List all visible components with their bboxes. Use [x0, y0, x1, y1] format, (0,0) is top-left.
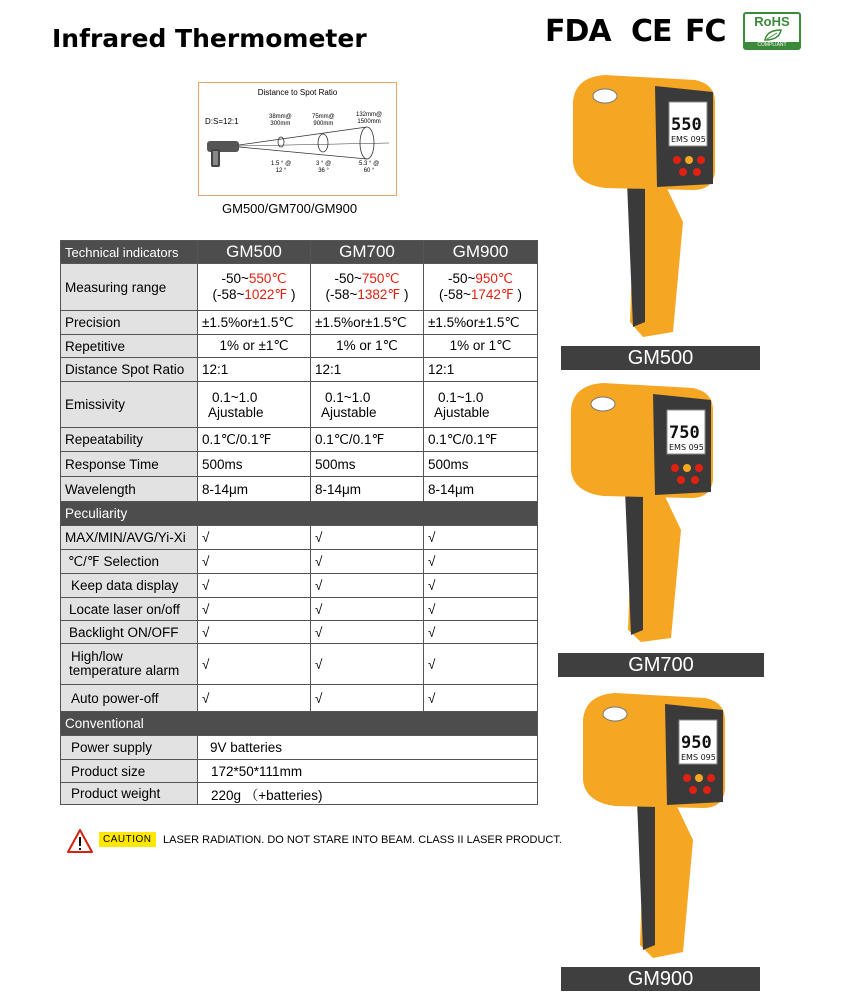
spot-3-top-label: 132mm@ 1500mm: [356, 112, 383, 125]
product-image-gm900: [575, 690, 755, 960]
range-cell: -50~550℃ (-58~1022℉ ): [198, 264, 311, 311]
thermometer-gm700-illustration: [563, 380, 743, 645]
check-mark: √: [424, 574, 538, 598]
table-row: [61, 760, 538, 783]
lcd-ems: EMS 095: [669, 443, 704, 452]
feature-label: High/low temperature alarm: [61, 644, 198, 685]
check-mark: √: [424, 621, 538, 644]
caution-badge: CAUTION: [99, 832, 156, 847]
table-row: [61, 621, 538, 644]
check-mark: √: [311, 550, 424, 574]
cell: ±1.5%or±1.5℃: [198, 311, 311, 335]
thermometer-gm500-illustration: [565, 72, 745, 337]
cell: 500ms: [424, 452, 538, 477]
header-model-gm900: GM900: [424, 241, 538, 264]
table-row: [61, 358, 538, 382]
row-label: Power supply: [61, 736, 198, 760]
row-label: Precision: [61, 311, 198, 335]
lcd-ems: EMS 095: [671, 135, 706, 144]
cell: 8-14μm: [311, 477, 424, 502]
rohs-subtitle: COMPLIANT: [745, 42, 799, 48]
cell: 1% or ±1℃: [198, 335, 311, 358]
table-row: [61, 783, 538, 805]
cell: 0.1℃/0.1℉: [311, 428, 424, 452]
ce-logo: CE: [631, 14, 672, 49]
diagram-models-caption: GM500/GM700/GM900: [222, 201, 358, 216]
header-label: Technical indicators: [61, 241, 198, 264]
feature-label: Auto power-off: [61, 685, 198, 712]
check-mark: √: [198, 621, 311, 644]
fda-logo: FDA: [545, 14, 611, 49]
cell: ±1.5%or±1.5℃: [311, 311, 424, 335]
spot-1-bottom-label: 1.5 ° @ 12 °: [271, 161, 292, 174]
header-model-gm700: GM700: [311, 241, 424, 264]
rohs-logo: [743, 12, 801, 50]
row-label: Repeatability: [61, 428, 198, 452]
check-mark: √: [311, 526, 424, 550]
feature-label: ℃/℉ Selection: [61, 550, 198, 574]
table-row: [61, 598, 538, 621]
cell: 1% or 1℃: [424, 335, 538, 358]
cell: 1% or 1℃: [311, 335, 424, 358]
table-row: [61, 335, 538, 358]
table-row: [61, 452, 538, 477]
cell: 500ms: [311, 452, 424, 477]
check-mark: √: [198, 574, 311, 598]
spec-table: [60, 240, 538, 805]
row-label: Repetitive: [61, 335, 198, 358]
check-mark: √: [198, 598, 311, 621]
check-mark: √: [424, 644, 538, 685]
cell: 12:1: [198, 358, 311, 382]
lcd-reading: 550: [671, 115, 702, 135]
emissivity-cell: 0.1~1.0 Ajustable: [311, 382, 424, 428]
check-mark: √: [198, 644, 311, 685]
cell: 12:1: [311, 358, 424, 382]
diagram-title: Distance to Spot Ratio: [257, 88, 338, 97]
row-label: Emissivity: [61, 382, 198, 428]
cell: 500ms: [198, 452, 311, 477]
cell: 172*50*111mm: [198, 760, 538, 783]
check-mark: √: [424, 598, 538, 621]
rohs-title: RoHS: [754, 14, 790, 29]
table-row: [61, 550, 538, 574]
lcd-reading: 950: [681, 733, 712, 753]
product-image-gm500: [565, 72, 745, 337]
cell: 12:1: [424, 358, 538, 382]
table-row: [61, 311, 538, 335]
section-header-conventional: [61, 712, 538, 736]
cell: 0.1℃/0.1℉: [424, 428, 538, 452]
check-mark: √: [424, 685, 538, 712]
page-title: Infrared Thermometer: [52, 24, 367, 53]
section-header-peculiarity: [61, 502, 538, 526]
diagram-ratio: D:S=12:1: [205, 117, 239, 126]
emissivity-cell: 0.1~1.0 Ajustable: [198, 382, 311, 428]
table-row: [61, 526, 538, 550]
table-header-row: [61, 241, 538, 264]
row-label: Product weight: [61, 783, 198, 805]
spot-ratio-diagram: [198, 82, 397, 196]
feature-label: Keep data display: [61, 574, 198, 598]
table-row: [61, 428, 538, 452]
table-row: [61, 477, 538, 502]
fcc-logo: FC: [685, 14, 726, 49]
header-model-gm500: GM500: [198, 241, 311, 264]
check-mark: √: [311, 685, 424, 712]
cell: 0.1℃/0.1℉: [198, 428, 311, 452]
cell: 9V batteries: [198, 736, 538, 760]
product-label-gm900: GM900: [561, 967, 760, 991]
warning-text: LASER RADIATION. DO NOT STARE INTO BEAM. CLASS II LASER PRODUCT.: [163, 834, 562, 846]
thermometer-gm900-illustration: [575, 690, 755, 960]
range-cell: -50~950℃ (-58~1742℉ ): [424, 264, 538, 311]
lcd-reading: 750: [669, 423, 700, 443]
table-row: [61, 644, 538, 685]
check-mark: √: [424, 550, 538, 574]
table-row: [61, 685, 538, 712]
range-cell: -50~750℃ (-58~1382℉ ): [311, 264, 424, 311]
feature-label: MAX/MIN/AVG/Yi-Xi: [61, 526, 198, 550]
section-title: Peculiarity: [61, 502, 538, 526]
product-label-gm500: GM500: [561, 346, 760, 370]
spot-2-top-label: 75mm@ 900mm: [312, 114, 335, 127]
emissivity-cell: 0.1~1.0 Ajustable: [424, 382, 538, 428]
cell: ±1.5%or±1.5℃: [424, 311, 538, 335]
laser-warning: [66, 826, 606, 856]
table-row: [61, 382, 538, 428]
row-label: Wavelength: [61, 477, 198, 502]
cell: 8-14μm: [424, 477, 538, 502]
feature-label: Backlight ON/OFF: [61, 621, 198, 644]
spot-ratio-graphic: [199, 83, 396, 195]
check-mark: √: [311, 598, 424, 621]
feature-label: Locate laser on/off: [61, 598, 198, 621]
certification-logos: [545, 12, 803, 52]
spot-3-bottom-label: 5.3 ° @ 60 °: [359, 161, 380, 174]
row-label: Product size: [61, 760, 198, 783]
check-mark: √: [311, 621, 424, 644]
product-label-gm700: GM700: [558, 653, 764, 677]
row-label: Distance Spot Ratio: [61, 358, 198, 382]
section-title: Conventional: [61, 712, 538, 736]
product-image-gm700: [563, 380, 743, 645]
check-mark: √: [198, 550, 311, 574]
spot-2-bottom-label: 3 ° @ 36 °: [316, 161, 332, 174]
table-row: [61, 574, 538, 598]
warning-triangle-icon: [66, 828, 94, 854]
table-row: [61, 264, 538, 311]
check-mark: √: [198, 526, 311, 550]
spot-1-top-label: 38mm@ 300mm: [269, 114, 292, 127]
check-mark: √: [424, 526, 538, 550]
table-row: [61, 736, 538, 760]
check-mark: √: [311, 574, 424, 598]
leaf-icon: [763, 28, 783, 42]
check-mark: √: [311, 644, 424, 685]
cell: 220g （+batteries): [198, 783, 538, 805]
lcd-ems: EMS 095: [681, 753, 716, 762]
row-label: Response Time: [61, 452, 198, 477]
row-label: Measuring range: [61, 264, 198, 311]
cell: 8-14μm: [198, 477, 311, 502]
check-mark: √: [198, 685, 311, 712]
